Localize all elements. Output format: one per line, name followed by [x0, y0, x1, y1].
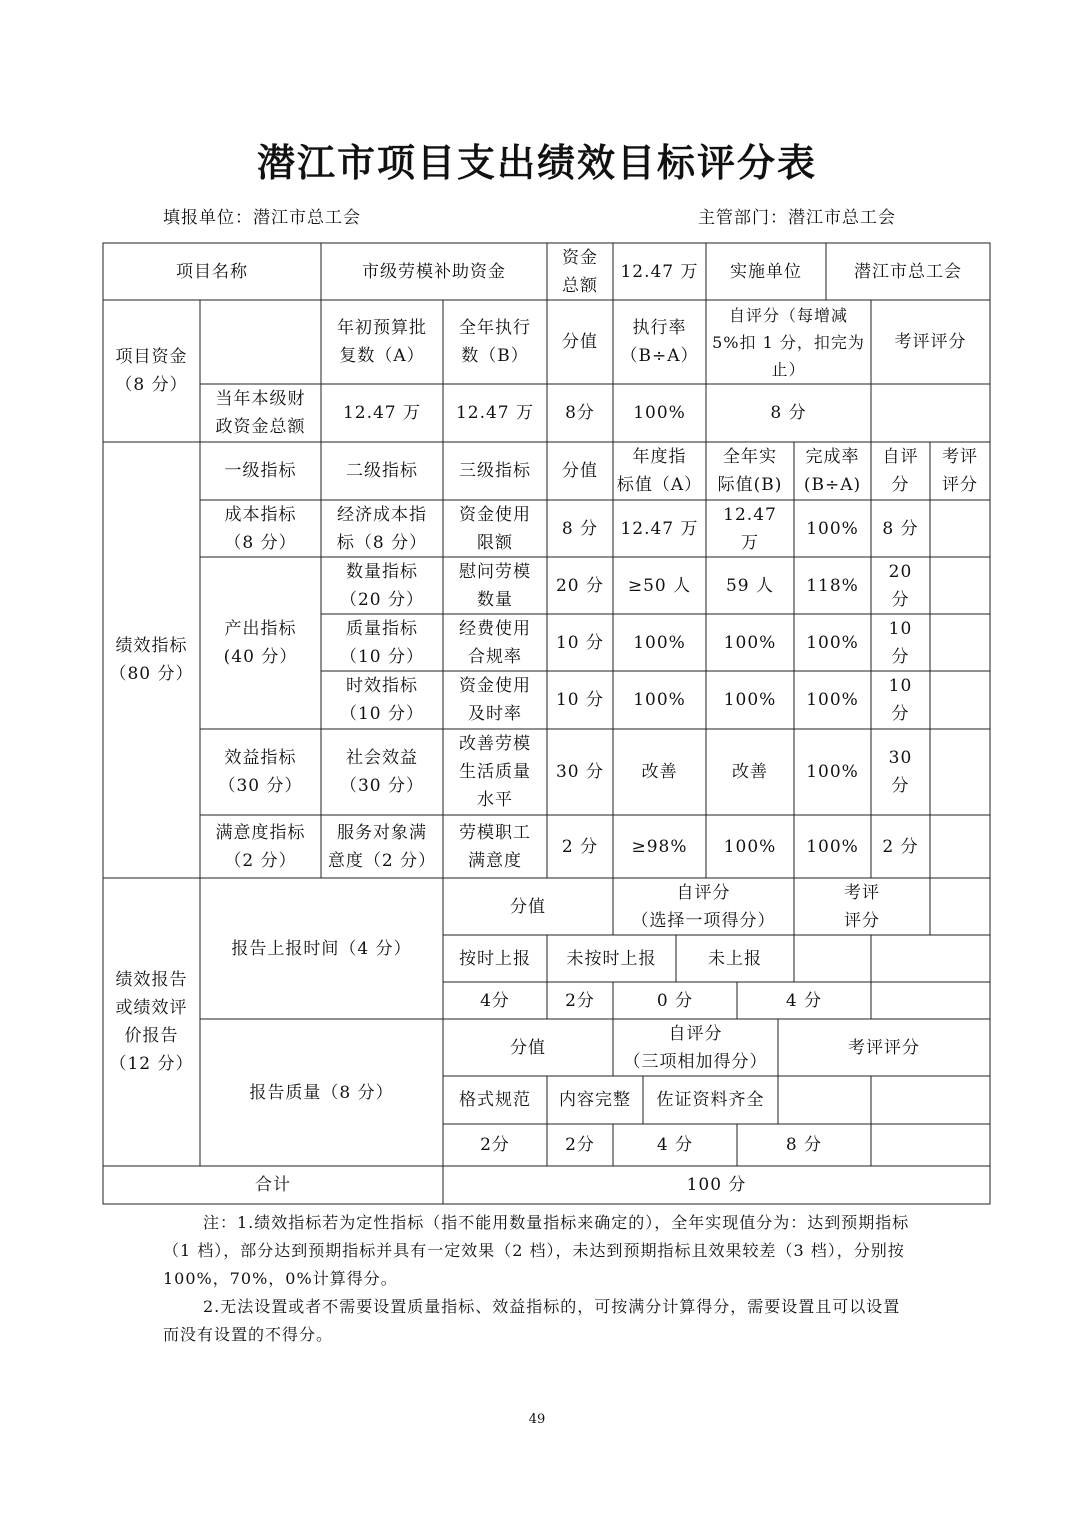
opt-format: 格式规范	[459, 1090, 531, 1110]
sat-target: ≥98%	[631, 836, 688, 857]
funds-section-label: 项目资金 （8 分）	[115, 347, 188, 395]
perf-h-review: 考评 评分	[942, 447, 978, 495]
funds-h-budget: 年初预算批 复数（A）	[337, 318, 427, 366]
total-value: 100 分	[686, 1175, 747, 1195]
benefit-rate: 100%	[806, 762, 859, 782]
report-time-self: 4 分	[785, 990, 823, 1011]
report-quality-label: 报告质量（8 分）	[249, 1082, 394, 1103]
funds-h-exec: 全年执行 数（B）	[459, 318, 531, 366]
cost-actual: 12.47 万	[723, 504, 777, 553]
note-1: 注：1.绩效指标若为定性指标（指不能用数量指标来确定的），全年实现值分为：达到预期指标（1 档），部分达到预期指标并具有一定效果（2 档），未达到预期指标且效果较差（3 档），分别按 100%，70%，0%计算得分。	[163, 1213, 910, 1288]
perf-h-l1: 一级指标	[224, 461, 297, 481]
qual-score: 10 分	[555, 632, 605, 653]
fill-unit: 填报单位：潜江市总工会	[163, 208, 361, 228]
perf-h-rate: 完成率 (B÷A)	[803, 447, 862, 495]
fund-total-value: 12.47 万	[620, 261, 699, 282]
time-score: 10 分	[555, 690, 605, 710]
benefit-l1: 效益指标 （30 分）	[218, 748, 303, 796]
qual-actual: 100%	[723, 632, 777, 653]
report-time-score-h: 分值	[510, 896, 546, 917]
page-number: 49	[528, 1412, 546, 1427]
benefit-self: 30 分	[888, 748, 913, 796]
perf-h-self: 自评 分	[882, 447, 919, 495]
val-on-time: 4分	[480, 990, 510, 1011]
val-format: 2分	[480, 1135, 510, 1155]
cost-self: 8 分	[882, 518, 919, 539]
qual-l2: 质量指标 （10 分）	[339, 618, 425, 667]
perf-h-l3: 三级指标	[459, 461, 531, 481]
output-l1: 产出指标 (40 分）	[223, 619, 298, 667]
impl-unit-value: 潜江市总工会	[854, 261, 962, 282]
notes	[163, 1209, 915, 1349]
time-rate: 100%	[806, 690, 859, 710]
benefit-score: 30 分	[555, 762, 605, 782]
benefit-l3: 改善劳模 生活质量 水平	[459, 734, 531, 810]
qty-l3: 慰问劳模 数量	[459, 561, 531, 610]
funds-score: 8分	[565, 403, 595, 423]
funds-self: 8 分	[770, 403, 807, 423]
benefit-l2: 社会效益 （30 分）	[339, 748, 425, 796]
project-name-label: 项目名称	[176, 261, 248, 282]
val-content: 2分	[565, 1135, 595, 1155]
val-not-on-time: 2分	[565, 990, 595, 1011]
fund-total-label: 资金 总额	[562, 247, 598, 296]
perf-section-label: 绩效指标 （80 分）	[109, 636, 194, 684]
report-quality-score-h: 分值	[510, 1037, 546, 1058]
time-actual: 100%	[723, 690, 777, 710]
cost-l1: 成本指标 （8 分）	[224, 504, 297, 553]
qty-l2: 数量指标 （20 分）	[339, 561, 425, 610]
cost-l3: 资金使用 限额	[459, 504, 531, 553]
qty-score: 20 分	[555, 575, 605, 596]
qual-l3: 经费使用 合规率	[459, 618, 531, 667]
val-not-reported: 0 分	[656, 990, 694, 1011]
project-name-value: 市级劳模补助资金	[362, 261, 506, 282]
opt-evidence: 佐证资料齐全	[656, 1090, 765, 1110]
sat-l3: 劳模职工 满意度	[459, 822, 531, 871]
time-self: 10 分	[888, 676, 913, 724]
note-2: 2.无法设置或者不需要设置质量指标、效益指标的，可按满分计算得分，需要设置且可以设置而没有设置的不得分。	[163, 1297, 901, 1344]
qual-self: 10 分	[888, 618, 913, 667]
report-section-label: 绩效报告 或绩效评 价报告 （12 分）	[109, 970, 194, 1074]
sat-l2: 服务对象满 意度（2 分）	[327, 822, 437, 871]
funds-exec: 12.47 万	[455, 403, 535, 423]
funds-budget: 12.47 万	[342, 403, 422, 423]
sat-rate: 100%	[806, 836, 859, 857]
benefit-actual: 改善	[732, 762, 768, 782]
perf-h-l2: 二级指标	[346, 461, 418, 481]
sat-l1: 满意度指标 （2 分）	[215, 822, 306, 871]
report-time-self-h: 自评分 （选择一项得分）	[631, 882, 776, 931]
perf-h-actual: 全年实 际值(B)	[717, 447, 783, 495]
cost-score: 8 分	[561, 518, 599, 539]
time-target: 100%	[633, 690, 686, 710]
benefit-target: 改善	[641, 762, 678, 782]
report-time-label: 报告上报时间（4 分）	[231, 938, 412, 959]
sat-actual: 100%	[723, 836, 777, 857]
funds-h-score: 分值	[562, 332, 598, 352]
qty-actual: 59 人	[725, 575, 775, 596]
cost-l2: 经济成本指 标（8 分）	[336, 504, 428, 553]
page-title: 潜江市项目支出绩效目标评分表	[256, 141, 817, 185]
opt-not-reported: 未上报	[708, 948, 762, 969]
report-quality-self: 8 分	[785, 1135, 823, 1155]
funds-row-label: 当年本级财 政资金总额	[215, 389, 306, 437]
total-label: 合计	[255, 1175, 291, 1195]
opt-content: 内容完整	[559, 1090, 631, 1110]
sat-score: 2 分	[561, 836, 599, 857]
qty-self: 20 分	[888, 561, 913, 610]
val-evidence: 4 分	[656, 1135, 694, 1155]
cost-rate: 100%	[806, 518, 859, 539]
qty-rate: 118%	[806, 575, 859, 596]
impl-unit-label: 实施单位	[730, 261, 802, 282]
funds-h-rate: 执行率 （B÷A）	[620, 318, 699, 366]
cost-target: 12.47 万	[620, 518, 699, 539]
perf-h-score: 分值	[562, 461, 598, 481]
funds-h-self: 自评分（每增减 5%扣 1 分，扣完为 止）	[712, 305, 865, 379]
supervising-dept: 主管部门：潜江市总工会	[698, 208, 896, 228]
qual-rate: 100%	[806, 632, 859, 653]
time-l3: 资金使用 及时率	[459, 676, 531, 724]
funds-h-review: 考评评分	[894, 332, 967, 352]
report-quality-review-h: 考评评分	[848, 1037, 920, 1058]
opt-not-on-time: 未按时上报	[566, 948, 657, 969]
sat-self: 2 分	[882, 836, 919, 857]
funds-rate: 100%	[633, 403, 686, 423]
report-time-review-h: 考评 评分	[844, 882, 880, 931]
report-quality-self-h: 自评分 （三项相加得分）	[623, 1023, 768, 1072]
qual-target: 100%	[633, 632, 686, 653]
opt-on-time: 按时上报	[459, 948, 531, 969]
qty-target: ≥50 人	[627, 575, 692, 596]
perf-h-target: 年度指 标值（A）	[616, 447, 703, 495]
time-l2: 时效指标 （10 分）	[339, 676, 425, 724]
